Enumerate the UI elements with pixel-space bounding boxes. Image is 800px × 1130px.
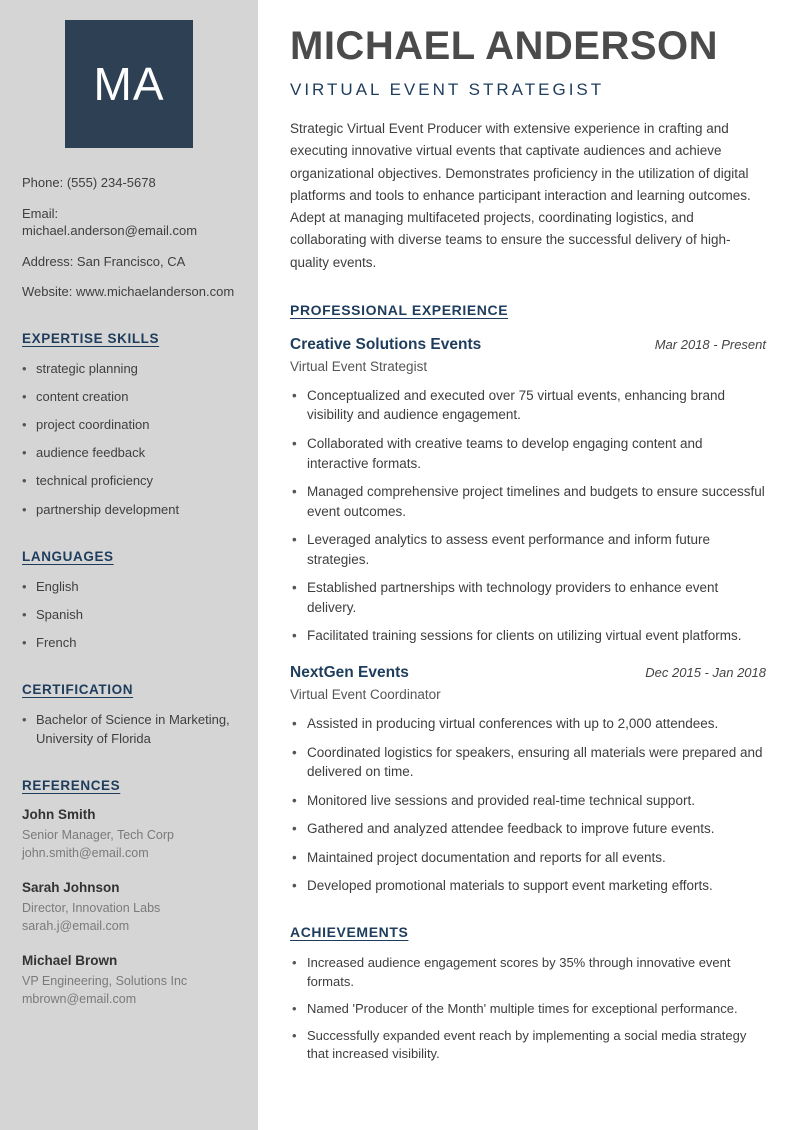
job-entry <box>290 336 766 646</box>
reference-role: Senior Manager, Tech Corp <box>22 827 174 842</box>
candidate-title: VIRTUAL EVENT STRATEGIST <box>290 80 605 99</box>
contact-info <box>22 174 236 301</box>
references-section <box>22 778 236 1009</box>
main-content <box>258 0 800 1130</box>
skills-heading: EXPERTISE SKILLS <box>22 330 160 346</box>
certification-item: • Bachelor of Science in Marketing, University of Florida <box>22 711 236 747</box>
reference-email: mbrown@email.com <box>22 992 137 1007</box>
reference-email: john.smith@email.com <box>22 845 149 860</box>
job-bullet: • Gathered and analyzed attendee feedback to improve future events. <box>290 819 766 839</box>
skill-item: • technical proficiency <box>22 472 236 490</box>
job-entry <box>290 664 766 896</box>
monogram-box <box>65 20 193 148</box>
job-bullet: • Developed promotional materials to support event marketing efforts. <box>290 876 766 896</box>
company-name: Creative Solutions Events <box>290 335 482 353</box>
reference-entry <box>22 807 236 862</box>
certification-heading: CERTIFICATION <box>22 682 134 698</box>
company-name: NextGen Events <box>290 664 409 682</box>
job-bullet: • Maintained project documentation and reports for all events. <box>290 848 766 868</box>
skill-item: • project coordination <box>22 416 236 434</box>
language-item: • French <box>22 634 236 652</box>
languages-section <box>22 549 236 653</box>
sidebar <box>0 0 258 1130</box>
contact-website: Website: www.michaelanderson.com <box>22 284 235 300</box>
job-dates: Dec 2015 - Jan 2018 <box>645 665 766 681</box>
job-header <box>290 336 766 354</box>
contact-phone: Phone: (555) 234-5678 <box>22 175 156 190</box>
experience-section <box>290 302 766 896</box>
skill-item: • audience feedback <box>22 444 236 462</box>
languages-list <box>22 578 236 653</box>
job-bullet: • Collaborated with creative teams to develop engaging content and interactive formats. <box>290 434 766 473</box>
skill-item: • strategic planning <box>22 360 236 378</box>
achievement-item: • Named 'Producer of the Month' multiple times for exceptional performance. <box>290 1000 766 1019</box>
job-bullet: • Conceptualized and executed over 75 virtual events, enhancing brand visibility and audience engagement. <box>290 386 766 425</box>
job-bullet: • Established partnerships with technology providers to enhance event delivery. <box>290 578 766 617</box>
language-item: • English <box>22 578 236 596</box>
job-bullet: • Assisted in producing virtual conferences with up to 2,000 attendees. <box>290 714 766 734</box>
reference-entry <box>22 880 236 935</box>
reference-name: Michael Brown <box>22 953 118 969</box>
job-bullet: • Leveraged analytics to assess event performance and inform future strategies. <box>290 530 766 569</box>
references-heading: REFERENCES <box>22 777 121 793</box>
experience-heading: PROFESSIONAL EXPERIENCE <box>290 301 509 318</box>
achievements-section <box>290 924 766 1064</box>
achievement-item: • Increased audience engagement scores by 35% through innovative event formats. <box>290 954 766 992</box>
skill-item: • content creation <box>22 388 236 406</box>
job-bullet: • Monitored live sessions and provided real-time technical support. <box>290 791 766 811</box>
job-bullet: • Coordinated logistics for speakers, ensuring all materials were prepared and delivered on time. <box>290 743 766 782</box>
job-bullet: • Facilitated training sessions for clients on utilizing virtual event platforms. <box>290 626 766 646</box>
reference-name: John Smith <box>22 806 96 822</box>
reference-name: Sarah Johnson <box>22 880 120 896</box>
reference-email: sarah.j@email.com <box>22 919 130 934</box>
skills-list <box>22 360 236 519</box>
languages-heading: LANGUAGES <box>22 548 114 564</box>
candidate-name: MICHAEL ANDERSON <box>290 24 719 68</box>
contact-email: Email: michael.anderson@email.com <box>22 205 198 239</box>
skill-item: • partnership development <box>22 501 236 519</box>
certification-list <box>22 711 236 747</box>
reference-role: VP Engineering, Solutions Inc <box>22 974 188 989</box>
job-header <box>290 664 766 682</box>
job-role: Virtual Event Strategist <box>290 358 428 374</box>
achievements-list <box>290 954 766 1064</box>
job-role: Virtual Event Coordinator <box>290 687 441 703</box>
job-bullet-list <box>290 386 766 646</box>
reference-entry <box>22 953 236 1008</box>
achievement-item: • Successfully expanded event reach by implementing a social media strategy that increased visibility. <box>290 1027 766 1065</box>
job-dates: Mar 2018 - Present <box>654 336 766 352</box>
certification-section <box>22 682 236 747</box>
monogram-initials: MA <box>93 58 165 110</box>
summary-paragraph: Strategic Virtual Event Producer with extensive experience in crafting and executing innovative virtual events that captivate audiences and achieve organizational objectives. Demonstrates proficiency in the utilization of digital platforms and tools to enhance participant interaction and learning outcomes. Adept at managing multifaceted projects, coordinating logistics, and collaborating with diverse teams to ensure the successful delivery of high-quality events. <box>290 121 751 270</box>
job-bullet: • Managed comprehensive project timelines and budgets to ensure successful event outcomes. <box>290 482 766 521</box>
skills-section <box>22 331 236 519</box>
language-item: • Spanish <box>22 606 236 624</box>
achievements-heading: ACHIEVEMENTS <box>290 923 409 940</box>
job-bullet-list <box>290 714 766 896</box>
contact-address: Address: San Francisco, CA <box>22 253 186 269</box>
reference-role: Director, Innovation Labs <box>22 901 161 916</box>
